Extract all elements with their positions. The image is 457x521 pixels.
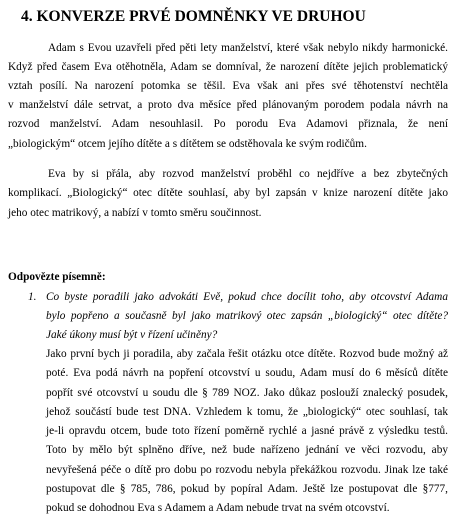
paragraph1-line: „biologickým“ otcem jejího dítěte a s dítětem se odstěhovala ke svým rodičům.	[8, 138, 367, 150]
question-number: 1.	[28, 291, 37, 303]
document-title: 4. KONVERZE PRVÉ DOMNĚNKY VE DRUHOU	[21, 8, 366, 25]
answer-line: postupovat dle § 785, 786, pokud by popíral Adam. Ještě lze postupovat dle §777,	[46, 483, 448, 495]
answer-line: popřít své otcovství u soudu dle § 789 NOZ. Jako důkaz poslouží znalecký posudek,	[46, 387, 448, 399]
answer-line: je-li opravdu otcem, bude toto řízení poměrně rychlé a jasné právě z výsledku testů.	[46, 425, 448, 437]
question-line: bylo popřeno a současně byl jako matrikový otec zapsán „biologický“ otec dítěte?	[46, 310, 448, 322]
answer-line: Jako první bych ji poradila, aby začala řešit otázku otce dítěte. Rozvod bude možný až	[46, 348, 448, 360]
answer-line: Toto by mělo být splněno dříve, než bude nařízeno jednání ve věci rozvodu, aby	[46, 444, 448, 456]
section-heading: Odpovězte písemně:	[8, 271, 106, 283]
paragraph1-line: rozvod manželství. Adam nesouhlasil. Po porodu Eva Adamovi přiznala, že není	[8, 118, 448, 130]
paragraph1-line: Když před časem Eva otěhotněla, Adam se domníval, že narození dítěte jejich problematický	[8, 61, 448, 73]
question-line: Jaké úkony musí být v řízení učiněny?	[46, 329, 218, 341]
paragraph2-line: komplikací. „Biologický“ otec dítěte souhlasí, aby byl zapsán v knize narození dítěte jako	[8, 187, 448, 199]
paragraph1-line: v manželství dále setrvat, a proto dva měsíce před plánovaným porodem podala návrh na	[8, 99, 448, 111]
question-line: Co byste poradili jako advokáti Evě, pokud chce docílit toho, aby otcovství Adama	[46, 291, 448, 303]
answer-line: pokud se dohodnou Eva s Adamem a Adam nebude trvat na svém otcovství.	[46, 502, 390, 514]
answer-line: jehož součástí bude test DNA. Vzhledem k tomu, že „biologický“ otec souhlasí, tak	[46, 406, 448, 418]
answer-line: nevyřešená péče o dítě pro dobu po rozvodu nebyla překážkou rozvodu. Jinak lze také	[46, 464, 448, 476]
paragraph2-line: Eva by si přála, aby rozvod manželství proběhl co nejdříve a bez zbytečných	[48, 168, 448, 180]
answer-line: poté. Eva podá návrh na popření otcovství u soudu, Adam musí do 6 měsíců dítěte	[46, 367, 448, 379]
paragraph1-line: vztah posílí. Na narození potomka se těšil. Eva však ani přes své těhotenství nechtěla	[8, 80, 448, 92]
paragraph2-line: jeho otec matrikový, a nabízí v tomto směru součinnost.	[8, 207, 262, 219]
paragraph1-line: Adam s Evou uzavřeli před pěti lety manželství, které však nebylo nikdy harmonické.	[48, 42, 448, 54]
